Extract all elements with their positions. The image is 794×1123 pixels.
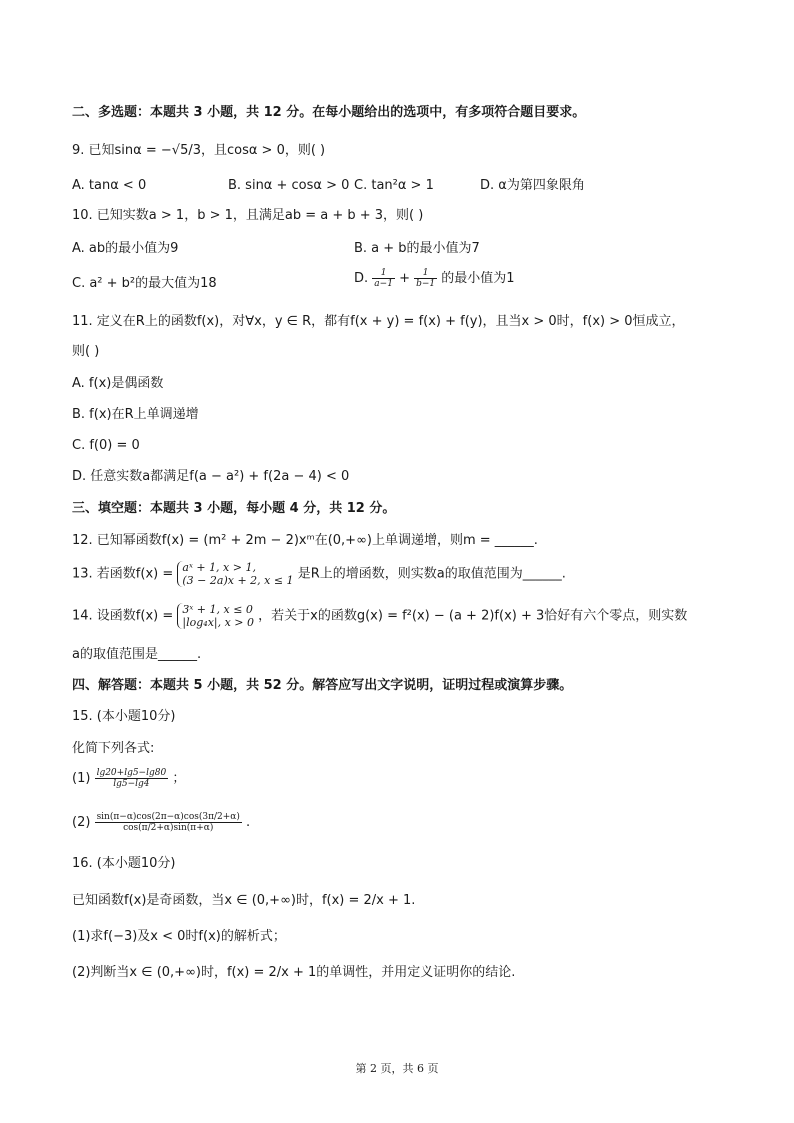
question-16-part-2: (2)判断当x ∈ (0,+∞)时，f(x) = 2/x + 1的单调性，并用定义证明你的结论. (72, 965, 516, 980)
piecewise-brace-14: 3ˣ + 1, x ≤ 0 |log₄x|, x > 0 (177, 603, 254, 629)
fraction-trig-expression: $\frac{\sin(\pi-\alpha)\cos(2\pi-\alpha)\cos(3\pi/2+\alpha)}{\cos(\pi/2+\alpha)\sin(\pi+\alpha)}$ (96, 812, 240, 833)
question-9-option-a: A. tanα < 0 (72, 178, 147, 193)
fraction-one-over-b-minus-1: $\frac{1}{b-1}$ (416, 268, 436, 289)
question-16-heading: 16. (本小题10分) (72, 856, 176, 871)
question-15-intro: 化简下列各式: (72, 741, 155, 756)
section-multiple-choice-title: 二、多选题：本题共 3 小题，共 12 分。在每小题给出的选项中，有多项符合题目要求。 (72, 105, 586, 120)
question-15-part-1: (1) $\frac{\lg 20+\lg 5-\lg 80}{\lg 5-\lg 4}$ ； (72, 768, 186, 789)
question-11-option-a: A. f(x)是偶函数 (72, 376, 164, 391)
question-10-option-b: B. a + b的最小值为7 (354, 241, 480, 256)
question-9-option-b: B. sinα + cosα > 0 (228, 178, 350, 193)
page-footer: 第 2 页，共 6 页 (355, 1062, 439, 1075)
section-answer-title: 四、解答题：本题共 5 小题，共 52 分。解答应写出文字说明，证明过程或演算步骤。 (72, 678, 573, 693)
question-16-part-1: (1)求f(−3)及x < 0时f(x)的解析式； (72, 929, 286, 944)
question-11-option-b: B. f(x)在R上单调递增 (72, 407, 199, 422)
question-9-option-c: C. tan²α > 1 (354, 178, 434, 193)
question-14: 14. 设函数f(x) = 3ˣ + 1, x ≤ 0 |log₄x|, x > 0 ，若关于x的函数g(x) = f²(x) − (a + 2)f(x) + 3恰好有六个零点，则实数 (72, 603, 688, 629)
option-d-suffix: 的最小值为1 (441, 271, 515, 286)
question-11-option-d: D. 任意实数a都满足f(a − a²) + f(2a − 4) < 0 (72, 469, 350, 484)
question-15-heading: 15. (本小题10分) (72, 709, 176, 724)
question-10-option-d: D. $\frac{1}{a-1}$ + $\frac{1}{b-1}$ 的最小值为1 (354, 268, 515, 289)
piecewise-brace-13: aˣ + 1, x > 1, (3 − 2a)x + 2, x ≤ 1 (177, 561, 293, 587)
question-15-part-2: (2) $\frac{\sin(\pi-\alpha)\cos(2\pi-\alpha)\cos(3\pi/2+\alpha)}{\cos(\pi/2+\alpha)\sin(\pi+\alpha)}$ . (72, 812, 251, 833)
question-9-option-d: D. α为第四象限角 (480, 178, 585, 193)
question-10-option-a: A. ab的最小值为9 (72, 241, 179, 256)
fraction-log-expression: $\frac{\lg 20+\lg 5-\lg 80}{\lg 5-\lg 4}$ (96, 768, 167, 789)
question-11-stem-line2: 则( ) (72, 344, 100, 359)
question-10-option-c: C. a² + b²的最大值为18 (72, 276, 217, 291)
fraction-one-over-a-minus-1: $\frac{1}{a-1}$ (374, 268, 393, 289)
question-13: 13. 若函数f(x) = aˣ + 1, x > 1, (3 − 2a)x + 2, x ≤ 1 是R上的增函数，则实数a的取值范围为______. (72, 561, 566, 587)
question-10-stem: 10. 已知实数a > 1，b > 1，且满足ab = a + b + 3，则( ) (72, 208, 424, 223)
question-11-stem: 11. 定义在R上的函数f(x)，对∀x，y ∈ R，都有f(x + y) = f(x) + f(y)，且当x > 0时，f(x) > 0恒成立， (72, 314, 685, 329)
question-14-line2: a的取值范围是______. (72, 647, 202, 662)
question-16-stem: 已知函数f(x)是奇函数，当x ∈ (0,+∞)时，f(x) = 2/x + 1. (72, 893, 416, 908)
option-d-label: D. (354, 271, 369, 286)
section-fill-in-title: 三、填空题：本题共 3 小题，每小题 4 分，共 12 分。 (72, 501, 396, 516)
question-9-stem: 9. 已知sinα = −√5/3，且cosα > 0，则( ) (72, 143, 326, 158)
question-11-option-c: C. f(0) = 0 (72, 438, 140, 453)
question-12: 12. 已知幂函数f(x) = (m² + 2m − 2)xᵐ在(0,+∞)上单调递增，则m = ______. (72, 533, 538, 548)
